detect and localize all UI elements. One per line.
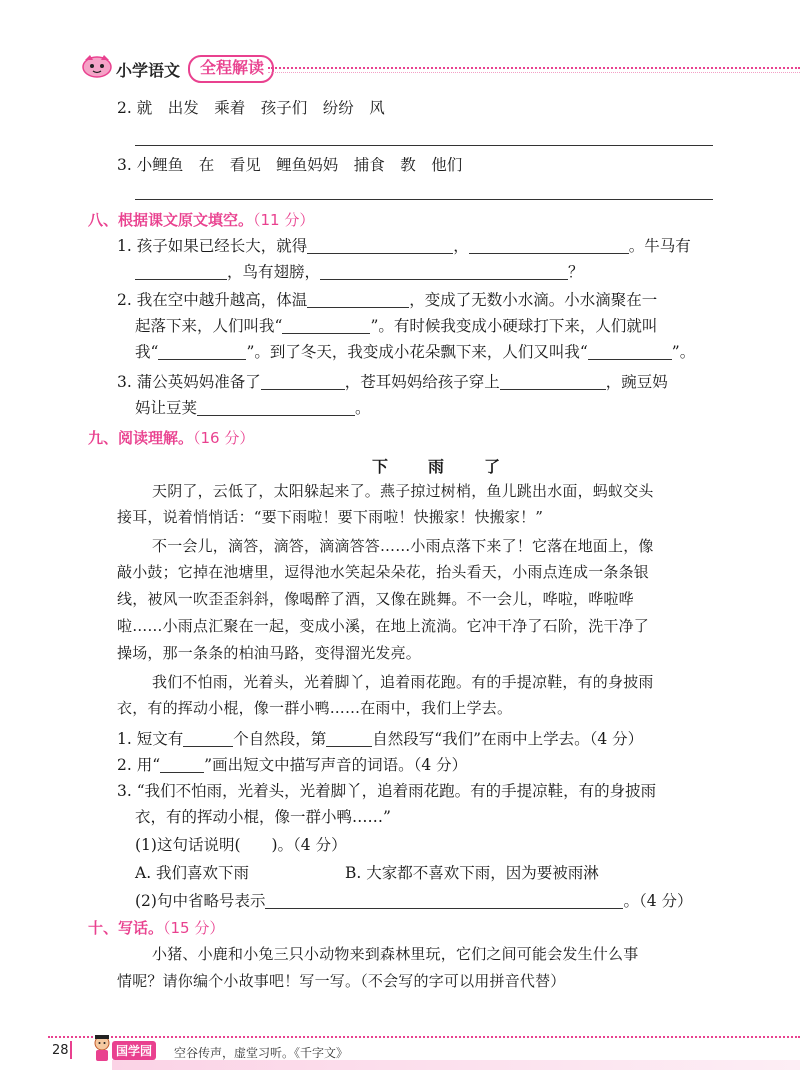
footer-divider [48,1036,800,1038]
option-a[interactable]: A. 我们喜欢下雨 [135,864,250,882]
fill-blank[interactable] [326,732,372,747]
book-series-title: 小学语文 [116,61,181,80]
reading-question-1: 1. 短文有 个自然段，第 自然段写“我们”在雨中上学去。（4 分） [117,730,644,748]
reading-question-2: 2. 用“ ”画出短文中描写声音的词语。（4 分） [117,756,468,774]
cartoon-mascot-icon [80,52,114,78]
story-paragraph-1-line: 接耳，说着悄悄话：“要下雨啦！要下雨啦！快搬家！快搬家！” [117,508,544,526]
story-paragraph-2-line: 啦……小雨点汇聚在一起，变成小溪，在地上流淌。它冲干净了石阶，洗干净了 [117,617,650,635]
fill-blank-line: 妈让豆荚 。 [135,399,371,417]
section-10-heading: 十、写话。（15 分） [88,919,225,937]
footer-band [112,1060,800,1070]
fill-blank-line: 起落下来，人们叫我“ ”。有时候我变成小硬球打下来，人们就叫 [135,317,658,335]
book-series-badge: 全程解读 [188,55,274,83]
story-paragraph-1-line: 天阴了，云低了，太阳躲起来了。燕子掠过树梢，鱼儿跳出水面，蚂蚁交头 [152,482,654,500]
fill-blank-line: 我“ ”。到了冬天，我变成小花朵飘下来，人们又叫我“ ”。 [135,343,696,361]
header-divider-secondary [268,72,800,73]
answer-line[interactable] [135,145,713,146]
fill-blank[interactable] [588,345,672,360]
fill-blank-line: ，鸟有翅膀， ？ [135,262,584,282]
story-paragraph-2-line: 操场，那一条条的柏油马路，变得溜光发亮。 [117,644,422,662]
fill-blank[interactable] [261,375,345,390]
fill-blank[interactable] [307,239,453,254]
wavy-line-sample [160,758,204,773]
story-paragraph-2-line: 线，被风一吹歪歪斜斜，像喝醉了酒，又像在跳舞。不一会儿，哗啦，哗啦哗 [117,590,634,608]
option-b[interactable]: B. 大家都不喜欢下雨，因为要被雨淋 [345,864,599,882]
story-paragraph-3-line: 衣，有的挥动小棍，像一群小鸭……在雨中，我们上学去。 [117,699,513,717]
header-divider [268,67,800,69]
sentence-order-item-2: 2. 就 出发 乘着 孩子们 纷纷 风 [117,99,385,117]
fill-blank-line: 3. 蒲公英妈妈准备了 ，苍耳妈妈给孩子穿上 ，豌豆妈 [117,373,668,391]
fill-blank[interactable] [197,401,355,416]
footer-section-badge: 国学园 [112,1041,156,1060]
fill-blank[interactable] [469,239,629,254]
fill-blank-line: 1. 孩子如果已经长大，就得 ， 。牛马有 [117,237,691,255]
story-title: 下 雨 了 [372,457,513,476]
section-8-heading: 八、根据课文原文填空。（11 分） [88,211,315,229]
reading-question-3-cont: 衣，有的挥动小棍，像一群小鸭……” [135,808,391,826]
story-paragraph-2-line: 敲小鼓；它掉在池塘里，逗得池水笑起朵朵花，抬头看天，小雨点连成一条条银 [117,563,650,581]
fill-blank[interactable] [265,894,623,909]
footer-quote: 空谷传声，虚堂习听。《千字文》 [174,1046,349,1060]
reading-question-3-sub2: (2)句中省略号表示 。（4 分） [135,892,693,910]
fill-blank[interactable] [158,345,246,360]
fill-blank[interactable] [135,265,227,280]
fill-blank[interactable] [307,293,409,308]
reading-question-3: 3. “我们不怕雨，光着头，光着脚丫，追着雨花跑。有的手提凉鞋，有的身披雨 [117,782,657,800]
footer-bar [70,1041,72,1059]
story-paragraph-3-line: 我们不怕雨，光着头，光着脚丫，追着雨花跑。有的手提凉鞋，有的身披雨 [152,673,654,691]
fill-blank-line: 2. 我在空中越升越高，体温 ，变成了无数小水滴。小水滴聚在一 [117,291,658,309]
fill-blank[interactable] [320,265,568,280]
section-9-heading: 九、阅读理解。（16 分） [88,429,255,447]
page-number: 28 [52,1043,69,1058]
writing-prompt-line: 小猪、小鹿和小兔三只小动物来到森林里玩，它们之间可能会发生什么事 [152,945,639,963]
sentence-order-item-3: 3. 小鲤鱼 在 看见 鲤鱼妈妈 捕食 教 他们 [117,156,463,174]
writing-prompt-line: 情呢？请你编个小故事吧！写一写。（不会写的字可以用拼音代替） [117,972,566,990]
scholar-mascot-icon [92,1034,112,1062]
fill-blank[interactable] [183,732,233,747]
fill-blank[interactable] [500,375,606,390]
fill-blank[interactable] [282,319,370,334]
answer-line[interactable] [135,199,713,200]
story-paragraph-2-line: 不一会儿，滴答，滴答，滴滴答答……小雨点落下来了！它落在地面上，像 [152,537,654,555]
reading-question-3-sub1: (1)这句话说明( )。（4 分） [135,836,347,854]
